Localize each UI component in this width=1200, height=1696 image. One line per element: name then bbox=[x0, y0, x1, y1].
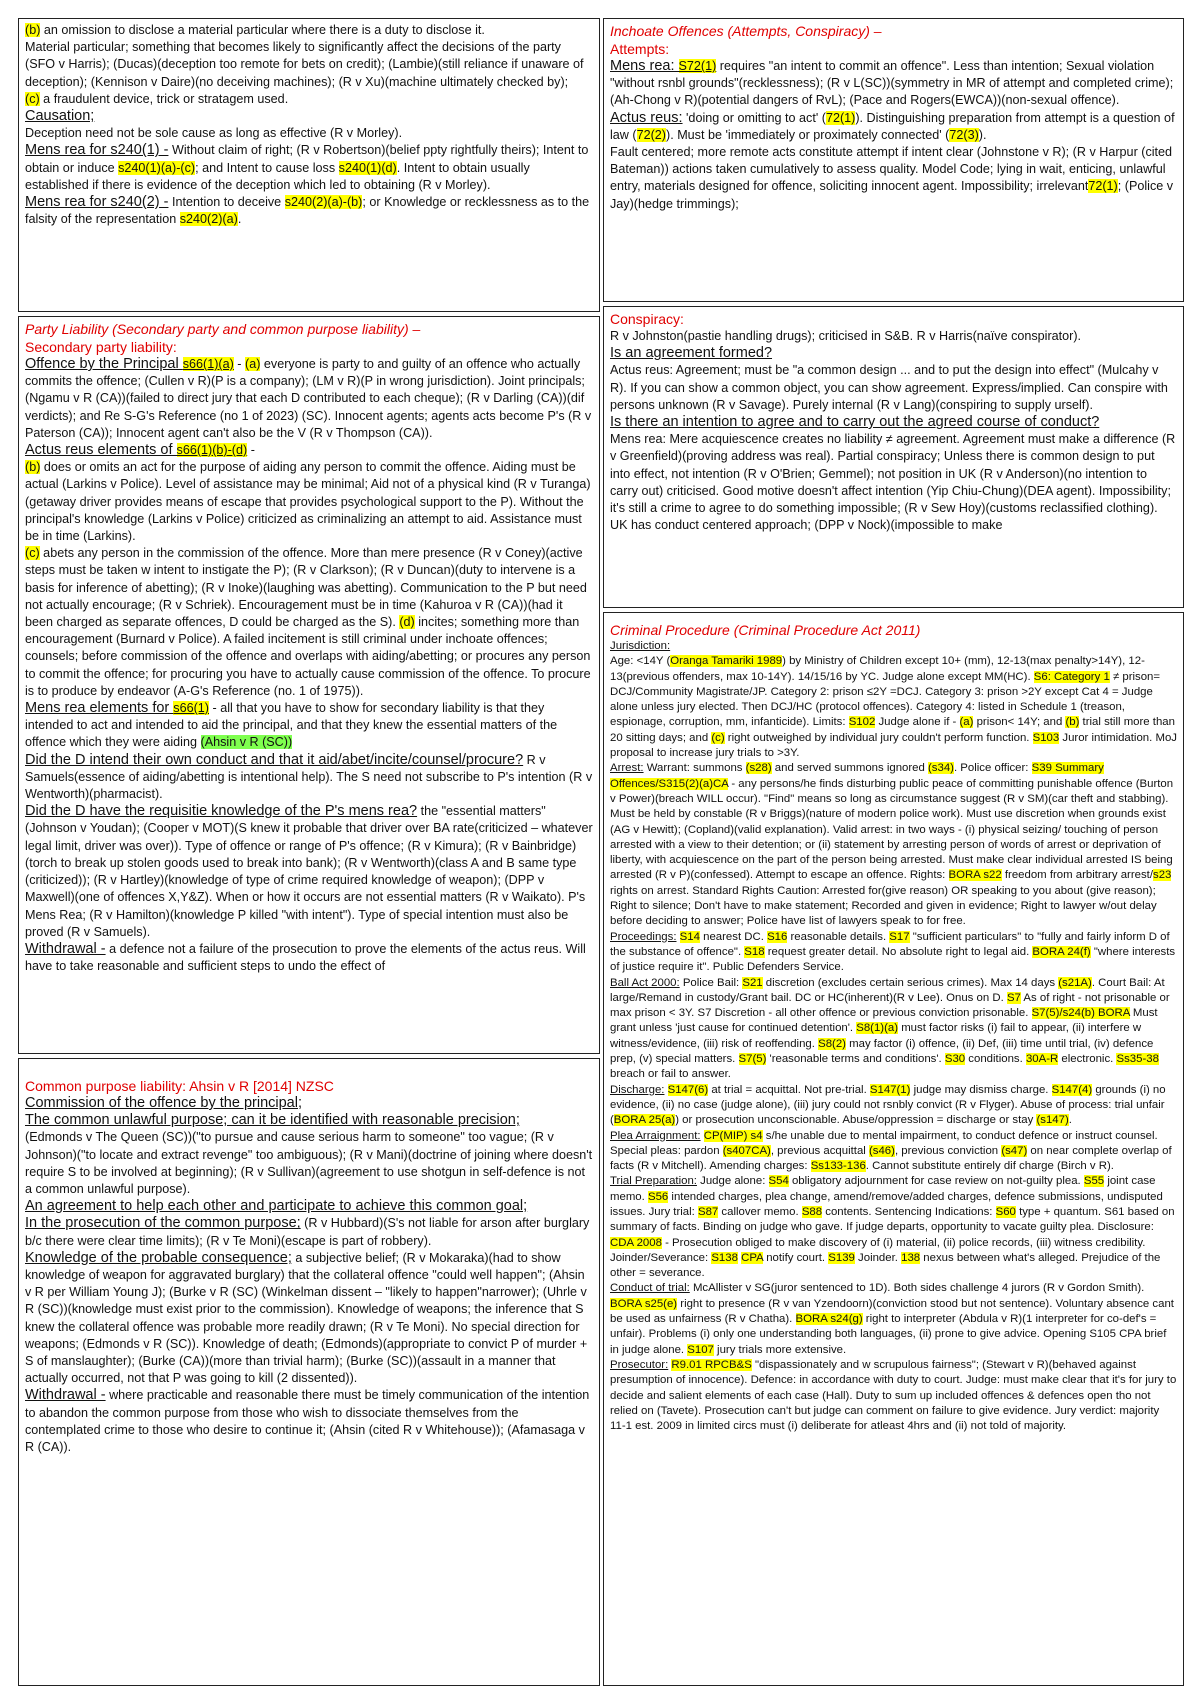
text: - all that you have to show for secondary liability is that they intended to act and intended to aid the principal, and that they knew the essential matters of the offence which they were aiding bbox=[25, 701, 558, 750]
para-principal: Offence by the Principal s66(1)(a) - (a) everyone is party to and guilty of an offence who actually commits the offence; (Cullen v R)(P is a company); (LM v R)(P in wrong jurisdiction). Joint principals; (Ngamu v R (CA))(failed to direct jury that each D contributed to each cheque); (R v Darling (CA))(dif verdicts); and Re S-G's Reference (no 1 of 2023) (SC). Innocent agents; agents acts become P's (R v Paterson (CA)); Innocent agent can't also be the V (R v Thompson (CA)). bbox=[25, 356, 592, 440]
text: Intention to deceive bbox=[168, 195, 285, 210]
highlight: S8(2) bbox=[818, 1037, 846, 1050]
text: conditions. bbox=[965, 1053, 1026, 1066]
text: , previous acquittal bbox=[770, 1144, 869, 1157]
text: grounds (i) no evidence, (ii) no case (judge alone), (iii) jury could not rsnbly convict (R v Flyger). Abuse of process: trial unfair ( bbox=[610, 1083, 1166, 1127]
text: type + quantum. S61 based on summary of facts. Binding on judge who gave. If judge departs, opportunity to vacate guilty plea. Disclosure: bbox=[610, 1205, 1175, 1234]
highlight: R9.01 RPCB&S bbox=[671, 1358, 752, 1371]
para-mens-rea-240-1 bbox=[25, 142, 593, 194]
para-fault-centered bbox=[610, 144, 1177, 213]
highlight: S139 bbox=[828, 1251, 855, 1264]
section-subtitle: Secondary party liability: bbox=[25, 339, 177, 355]
text: prison< 14Y; and bbox=[973, 716, 1066, 729]
subheading: Actus reus: bbox=[610, 109, 683, 126]
highlight: CDA 2008 bbox=[610, 1236, 662, 1249]
highlight: S14 bbox=[679, 930, 700, 943]
para-mens-rea bbox=[610, 58, 1177, 110]
text: ; (Police v Jay)(hedge trimmings); bbox=[610, 179, 1174, 211]
text: 'doing or omitting to act' ( bbox=[682, 110, 826, 125]
subheading: Offence by the Principal bbox=[25, 356, 183, 372]
highlight: S7(5)/s24(b) BORA bbox=[1031, 1007, 1130, 1020]
list-item: Commission of the offence by the principal; bbox=[25, 1095, 302, 1111]
subheading: Ball Act 2000: bbox=[610, 976, 680, 989]
text: nexus between what's alleged. Prejudice of the other = severance. bbox=[610, 1251, 1161, 1280]
text: contents. Sentencing Indications: bbox=[822, 1205, 996, 1218]
subheading: Actus reus elements of bbox=[25, 442, 177, 459]
text: Without claim of right; (R v Robertson)(belief ppty rightfully theirs); Intent to obtain or induce bbox=[25, 143, 589, 175]
subheading: Mens rea elements for bbox=[25, 700, 174, 717]
highlight: s66(1)(b)-(d) bbox=[176, 443, 248, 458]
question-heading: Is there an intention to agree and to carry out the agreed course of conduct? bbox=[610, 414, 1100, 431]
text: ; and Intent to cause loss bbox=[195, 160, 339, 175]
para-material-particular: Material particular; something that becomes likely to significantly affect the decisions of the party (SFO v Harris); (Ducas)(deception too remote for bets on credit); (Lambie)(still reliance if unaware of deception); (Kennison v Daire)(no deceiving machines); (R v Xu)(machine ultimately checked by); bbox=[25, 40, 584, 89]
section-conspiracy bbox=[603, 306, 1184, 608]
text: (R v Hubbard)(S's not liable for arson after burglary b/c there were clear time limits); (R v Te Moni)(escape is part of robbery). bbox=[25, 1216, 590, 1248]
text: Must grant unless 'just cause for continued detention'. bbox=[610, 1007, 1158, 1035]
text: abets any person in the commission of the offence. More than mere presence (R v Coney)(active steps must be taken w intent to instigate the P); (R v Clarkson); (R v Duncan)(duty to intervene is a basis for inference of abetting); (R v Inoke)(laughing was abetting). Communication to the P but need not actually encourage; (R v Schriek). Encouragement must be in time (Kahuroa v R (CA))(had it been charged as separate offences, D could be charged as the S). bbox=[25, 546, 587, 630]
text: rights on arrest. Standard Rights Caution: Arrested for(give reason) OR speaking to you about (give reason); Right to silence; Don't have to make statement; Recorded and given in evidence; Right to lawyer w/out delay before deciding to answer; Police have list of lawyers speak to for free. bbox=[610, 884, 1157, 928]
section-inchoate bbox=[603, 18, 1184, 302]
text: nearest DC. bbox=[699, 930, 768, 943]
subheading: Did the D have the requisitie knowledge of the P's mens rea? bbox=[25, 803, 418, 820]
text: intended charges, plea change, amend/remove/added charges, defence submissions, undisputed issues. Jury trial: bbox=[610, 1190, 1163, 1218]
highlight: S7(5) bbox=[738, 1053, 767, 1066]
para-mens-rea-240-2 bbox=[25, 194, 593, 228]
subheading: Mens rea for s240(1) - bbox=[25, 142, 169, 159]
text: obligatory adjournment for case review on not-guilty plea. bbox=[788, 1175, 1084, 1188]
subheading: Withdrawal - bbox=[25, 940, 106, 957]
text: - bbox=[247, 443, 255, 458]
section-title: Party Liability (Secondary party and common purpose liability) – bbox=[25, 321, 421, 337]
subheading: Withdrawal - bbox=[25, 1387, 106, 1404]
subheading: Knowledge of the probable consequence; bbox=[25, 1249, 292, 1266]
highlight: BORA s22 bbox=[948, 869, 1002, 882]
text: . Intent to obtain usually established if there is evidence of the deception which led to obtaining (R v Morley). bbox=[25, 160, 530, 192]
para-prosecutor bbox=[610, 1358, 1177, 1434]
para-proceedings bbox=[610, 930, 1177, 976]
text: ) by Ministry of Children except 10+ (mm), 12-13(max penalty>14Y), 12-13(previous offenders, max 10-14Y). 14/15/16 by YC. Judge alone except MM(HC). bbox=[610, 655, 1145, 683]
para-omission bbox=[25, 22, 593, 39]
text: breach or fail to answer. bbox=[610, 1068, 731, 1081]
highlight: S16 bbox=[767, 930, 788, 943]
highlight: Ss35-38 bbox=[1116, 1053, 1159, 1066]
subheading: Plea Arraignment: bbox=[610, 1129, 701, 1142]
subheading: Mens rea for s240(2) - bbox=[25, 194, 169, 211]
para-withdrawal bbox=[25, 941, 593, 975]
para-actus-reus-heading bbox=[25, 442, 593, 459]
para-prosecution bbox=[25, 1215, 593, 1249]
text: everyone is party to and guilty of an offence who actually commits the offence; (Cullen v R)(P is a company); (LM v R)(P in wrong jurisdiction). Joint principals; (Ngamu v R (CA))(failed to direct jury that each D contributed to each cheque); (R v Darling (CA))(dif verdicts); and Re S-G's Reference (no 1 of 2023) (SC). Innocent agents; agents acts become P's (R v Paterson (CA)); Innocent agent can't also be the V (R v Thompson (CA)). bbox=[25, 357, 592, 440]
heading-causation: Causation; bbox=[25, 108, 95, 125]
para-intend-conduct bbox=[25, 752, 593, 804]
highlight: BORA 25(a) bbox=[613, 1114, 676, 1127]
subheading: Did the D intend their own conduct and that it aid/abet/incite/counsel/procure? bbox=[25, 751, 524, 768]
question-heading: Is an agreement formed? bbox=[610, 345, 773, 362]
highlight: S54 bbox=[768, 1175, 789, 1188]
text: McAllister v SG(juror sentenced to 1D). Both sides challenge 4 jurors (R v Gordon Smith). bbox=[689, 1282, 1145, 1295]
highlight: S72(1) bbox=[678, 59, 717, 73]
text: ). Must be 'immediately or proximately connected' ( bbox=[666, 127, 950, 142]
text: must factor risks (i) fail to appear, (ii) interfere w witness/evidence, (iii) risk of reoffending. bbox=[610, 1022, 1142, 1050]
text: right outweighed by individual jury couldn't perform function. bbox=[724, 731, 1033, 744]
highlight: 72(1) bbox=[825, 110, 856, 125]
subheading: In the prosecution of the common purpose; bbox=[25, 1215, 301, 1232]
para-withdrawal bbox=[25, 1387, 593, 1456]
text: ≠ prison= DCJ/Community Magistrate/JP. Category 2: prison ≤2Y =DCJ. Category 3: prison >2Y except Cat 4 = Judge alone unless jury elected. Then DCJ/HC (protocol offences). Category 4: listed in Schedule 1 (treason, espionage, corruption, mm, infanticide). Limits: bbox=[610, 670, 1161, 729]
text: Police Bail: bbox=[679, 976, 743, 989]
para-intro: R v Johnston(pastie handling drugs); criticised in S&B. R v Harris(naïve conspirator). bbox=[610, 329, 1082, 343]
text: s/he unable due to mental impairment, to conduct defence or instruct counsel. Special pleas: pardon bbox=[610, 1129, 1158, 1157]
text: a defence not a failure of the prosecution to prove the elements of the actus reus. Will have to take reasonable and sufficient steps to undo the effect of bbox=[25, 941, 586, 974]
para-mens-rea-elements bbox=[25, 700, 593, 752]
highlight: (a) bbox=[245, 357, 261, 371]
section-title: Inchoate Offences (Attempts, Conspiracy) – bbox=[610, 23, 882, 39]
highlight: (c) bbox=[711, 731, 725, 744]
text: a fraudulent device, trick or stratagem used. bbox=[39, 91, 289, 106]
para-common-unlawful: (Edmonds v The Queen (SC))("to pursue and cause serious harm to someone" too vague; (R v Johnson)("to locate and extract revenge" too ambiguous); (R v Mani)(doctrine of joining where doesn't require S to be involved at beginning); (R v Sullivan)(agreement to use shotgun in self-defence is not a common unlawful purpose). bbox=[25, 1130, 593, 1197]
text: does or omits an act for the purpose of aiding any person to commit the offence. Aiding must be actual (Larkins v Police). Level of assistance may be minimal; Aid not of a physical kind (R v Turanga)(getaway driver provides means of escape that provides psychological support to the P). Without the principal's knowledge (Larkins v Police) criticized as criminalizing an attempt to aid. Assistance must be in time (Larkins). bbox=[25, 460, 591, 544]
highlight: CP(MIP) s4 bbox=[703, 1129, 763, 1142]
highlight: S107 bbox=[687, 1343, 714, 1356]
section-common-purpose bbox=[18, 1058, 600, 1686]
text: reasonable details. bbox=[787, 930, 890, 943]
text: . Police officer: bbox=[953, 762, 1032, 775]
highlight: (s34) bbox=[928, 762, 954, 775]
para-actus-reus: Actus reus: Agreement; must be "a common design ... and to put the design into effect" (Mulcahy v R). If you can show a common object, you can show agreement. Express/implied. Can conspire with persons unknown (R v Savage). Purely internal (R v Lang)(conspiring to supply urself). bbox=[610, 363, 1168, 412]
text: . bbox=[1068, 1114, 1072, 1127]
highlight: S147(1) bbox=[869, 1083, 911, 1096]
list-item: The common unlawful purpose; can it be identified with reasonable precision; bbox=[25, 1112, 520, 1129]
text: . Cannot substitute entirely dif charge (Birch v R). bbox=[865, 1160, 1114, 1173]
highlight: S55 bbox=[1083, 1175, 1105, 1188]
text: right to presence (R v van Yzendoorn)(conviction stood but not sentence). Voluntary absence cant be used as unfairness (R v Chatha). bbox=[610, 1297, 1174, 1326]
text: judge may dismiss charge. bbox=[910, 1083, 1052, 1096]
para-knowledge bbox=[25, 803, 593, 941]
highlight: Ss133-136 bbox=[810, 1160, 866, 1173]
text: joint case memo. bbox=[610, 1175, 1156, 1203]
highlight: CPA bbox=[741, 1251, 764, 1264]
section-party-liability bbox=[18, 316, 600, 1054]
text: ) or prosecution unconscionable. Abuse/oppression = discharge or stay bbox=[675, 1114, 1037, 1127]
text: on near complete overlap of facts (R v Mitchell). Amending charges: bbox=[610, 1144, 1172, 1173]
text: . Court Bail: At large/Remand in custody/Grant bail. DC or HC(inherent)(R v Lee). Onus on D. bbox=[610, 976, 1165, 1004]
subheading: Prosecutor: bbox=[610, 1358, 669, 1371]
section-title: Conspiracy: bbox=[610, 311, 684, 327]
highlight: S87 bbox=[697, 1205, 719, 1218]
para-probable bbox=[25, 1250, 593, 1388]
text: right to interpreter (Abdula v R)(1 interpreter for co-def's = unfair). Problems (i) only one understanding both languages, (ii) prone to give advice. Opening S105 CPA brief in judge alone. bbox=[610, 1313, 1167, 1356]
highlight: (b) bbox=[1065, 716, 1080, 729]
text: R v Samuels(essence of aiding/abetting is intentional help). The S need not subscribe to P's intention (R v Wentworth)(pharmacist). bbox=[25, 752, 593, 802]
para-causation: Deception need not be sole cause as long as effective (R v Morley). bbox=[25, 126, 403, 141]
highlight: S102 bbox=[848, 716, 876, 729]
highlight-green: (Ahsin v R (SC)) bbox=[200, 735, 293, 750]
section-criminal-procedure bbox=[603, 612, 1184, 1686]
text: electronic. bbox=[1058, 1053, 1117, 1066]
highlight: S7 bbox=[1006, 991, 1021, 1004]
para-bail bbox=[610, 976, 1177, 1083]
highlight: S88 bbox=[801, 1205, 823, 1218]
highlight: S103 bbox=[1032, 731, 1060, 744]
para-actus-reus bbox=[610, 110, 1177, 144]
highlight: Oranga Tamariki 1989 bbox=[670, 655, 783, 668]
text: - any persons/he finds disturbing public peace of committing punishable offence (Burton v Power)(breach WILL occur). "Find" means so long as circumstance suggest (R v SM)(car theft and stabbing). Must be held by constable (R v Briggs)(nature of modern police work). Must use discretion when grounds exist (AG v Hewitt); (Copland)(valid explanation). Valid arrest: in two ways - (i) physical seizing/ touching of person arrested with a view to their detention; or (ii) statement by arresting person of words of arrest or deprivation of liberty, with acquiescence on the part of the person being arrested. Must make clear individual arrested IS being arrested (R v P)(confessed). Attempt to escape an offence. Rights: bbox=[610, 777, 1174, 882]
text: Fault centered; more remote acts constitute attempt if intent clear (Johnstone v R); (R v Harpur (cited Bateman)) actions taken cumulatively to assess quality. Model Code; lying in wait, enticing, unlawful entry, materials designed for offence, soliciting innocent agent. Impossibility; irrelevant bbox=[610, 145, 1173, 194]
text: notify court. bbox=[763, 1251, 829, 1264]
para-conduct-of-trial bbox=[610, 1281, 1177, 1357]
text: request greater detail. No absolute right to legal aid. bbox=[764, 945, 1033, 958]
para-trial-prep bbox=[610, 1174, 1177, 1281]
highlight: (b) bbox=[25, 23, 41, 37]
heading-jurisdiction: Jurisdiction: bbox=[610, 640, 671, 652]
text: As of right - not prisonable or max prison < 3Y. S7 Discretion - all other offence or previous conviction prisonable. bbox=[610, 991, 1170, 1020]
highlight: S30 bbox=[944, 1053, 966, 1066]
highlight: s23 bbox=[1153, 869, 1172, 882]
highlight: 30A-R bbox=[1025, 1053, 1059, 1066]
highlight: S18 bbox=[744, 945, 765, 958]
highlight: (d) bbox=[399, 615, 415, 630]
highlight: s240(2)(a) bbox=[179, 212, 238, 227]
text: ; or Knowledge or recklessness as to the falsity of the representation bbox=[25, 195, 590, 227]
highlight: (a) bbox=[959, 716, 974, 729]
text: at trial = acquittal. Not pre-trial. bbox=[708, 1083, 870, 1096]
para-mens-rea: Mens rea: Mere acquiescence creates no liability ≠ agreement. Agreement must make a difference (R v Greenfield)(proving address was real). Partial conspiracy; Unless there is common design to put into effect, not intention (R v O'Brien; Gemmel); not position in UK (R v Anderson)(no intention to carry out) criticised. Good motive doesn't affect intention (Yip Chiu-Chung)(DEA agent). Impossibility; it's still a crime to agree to do something impossible; (R v Sew Hoy)(customs reclassified clothing). UK has conduct centered approach; (DPP v Nock)(impossible to make bbox=[610, 432, 1176, 533]
text: callover memo. bbox=[718, 1205, 802, 1218]
highlight: (s147) bbox=[1036, 1114, 1069, 1127]
highlight: s240(1)(d) bbox=[338, 160, 397, 175]
highlight: S56 bbox=[647, 1190, 669, 1203]
section-title: Criminal Procedure (Criminal Procedure Act 2011) bbox=[610, 622, 921, 638]
text: Juror intimidation. MoJ proposal to increase jury trials to >3Y. bbox=[610, 731, 1177, 760]
highlight: BORA 24(f) bbox=[1032, 945, 1091, 958]
text: incites; something more than encouragement (Burnard v Police). A failed incitement is still criminal under inchoate offences; counsels; before commission of the offence and overlaps with aiding/abetting; or procures any person to commit the offence; for procuring you have to actually cause commission of the offence. To procure is to produce by endeavor (A-G's Reference (no. 1 of 1975)). bbox=[25, 615, 591, 698]
highlight: S17 bbox=[889, 930, 910, 943]
text: . bbox=[237, 212, 242, 227]
text: freedom from arbitrary arrest/ bbox=[1001, 869, 1153, 882]
highlight: BORA s25(e) bbox=[610, 1297, 678, 1310]
para-fraudulent-device bbox=[25, 91, 593, 108]
highlight: 72(1) bbox=[1088, 179, 1118, 194]
highlight: 138 bbox=[901, 1251, 921, 1264]
text: Judge alone: bbox=[696, 1175, 769, 1188]
highlight: S138 bbox=[711, 1251, 738, 1264]
text: the "essential matters" (Johnson v Youdan); (Cooper v MOT)(S knew it probable that driver over BA rate(criticized – whatever legal limit, driver was over)). Type of offence or range of P's offence; (R v Kimura); (R v Bainbridge)(torch to break up stolen goods used to break into bank); (R v Wentworth)(class A and B same type (criticized)); (R v Hartley)(knowledge of type of crime required knowledge of weapon); (DPP v Maxwell)(one of offences X,Y&Z). When or how it occurs are not essential matters (R v Waikato). P's Mens Rea; (R v Hamilton)(knowledge P killed "with intent"). Type of special intention must also be proved (R v Samuels). bbox=[25, 804, 593, 939]
para-plea bbox=[610, 1129, 1177, 1175]
text: ). bbox=[978, 127, 987, 142]
text: Warrant: summons bbox=[643, 762, 746, 775]
text: discretion (excludes certain serious crimes). Max 14 days bbox=[762, 976, 1059, 989]
text: ). Distinguishing preparation from attempt is a question of law ( bbox=[610, 110, 1175, 142]
para-jurisdiction bbox=[610, 654, 1177, 761]
highlight: S39 Summary Offences/S315(2)(a)CA bbox=[610, 762, 1104, 790]
highlight: (c) bbox=[25, 91, 40, 106]
highlight: S147(4) bbox=[1051, 1083, 1093, 1096]
highlight: (b) bbox=[25, 460, 41, 475]
list-item: An agreement to help each other and participate to achieve this common goal; bbox=[25, 1198, 528, 1215]
highlight: S147(6) bbox=[667, 1083, 709, 1096]
subheading: Mens rea: bbox=[610, 58, 679, 74]
highlight: (s46) bbox=[868, 1144, 895, 1157]
text: 'reasonable terms and conditions'. bbox=[766, 1053, 945, 1066]
highlight: s66(1)(a) bbox=[182, 357, 234, 371]
text: Judge alone if - bbox=[875, 716, 960, 729]
text: a subjective belief; (R v Mokaraka)(had to show knowledge of weapon for aggravated burglary) that the collateral offence "could well happen"; (Ahsin v R per William Young J); (Burke v R (SC) (Winkelman dissent – "likely to happen"narrower); (Uhrle v R (SC))(knowledge must exist prior to the commission). Knowledge of weapons; the inference that S knew the collateral offence was probable more readily drawn; (R v Te Moni). No special direction for weapons; (Edmonds v R (SC)). Knowledge of death; (Edmonds)(appropriate to convict P of murder + S of manslaughter); (Burke (CA))(more than trivial harm); (Burke (SC))(assault in a manner that actually occurred, not that P was going to kill (2 dissented)). bbox=[25, 1250, 588, 1386]
highlight: s66(1) bbox=[173, 701, 209, 716]
highlight: 72(2) bbox=[636, 127, 666, 142]
para-arrest bbox=[610, 761, 1177, 929]
text: jury trials more extensive. bbox=[713, 1343, 847, 1356]
subheading: Proceedings: bbox=[610, 930, 677, 943]
section-subtitle: Attempts: bbox=[610, 41, 670, 57]
highlight: s240(2)(a)-(b) bbox=[284, 195, 363, 210]
highlight: S21 bbox=[742, 976, 763, 989]
text: Age: <14Y ( bbox=[610, 655, 671, 668]
text: may factor (i) offence, (ii) Def, (iii) time until trial, (iv) defence prep, (v) special matters. bbox=[610, 1037, 1154, 1066]
text: where practicable and reasonable there must be timely communication of the intention to abandon the common purpose from those who wish to dissociate themselves from the contemplated crime to those who desire to continue it; (Ahsin (cited R v Whitehouse)); (Afamasaga v R (CA)). bbox=[25, 1388, 590, 1455]
para-discharge bbox=[610, 1083, 1177, 1129]
text: "where interests of justice require it". Public Defenders Service. bbox=[610, 945, 1176, 974]
subheading: Discharge: bbox=[610, 1083, 665, 1096]
highlight: BORA s24(g) bbox=[795, 1313, 863, 1326]
highlight: (s407CA) bbox=[722, 1144, 771, 1157]
para-abets bbox=[25, 545, 593, 700]
subheading: Trial Preparation: bbox=[610, 1175, 697, 1188]
highlight: S6: Category 1 bbox=[1033, 670, 1110, 683]
section-deception bbox=[18, 18, 600, 312]
highlight: (s28) bbox=[745, 762, 772, 775]
text: "sufficient particulars" to "fully and fairly inform D of the substance of offence". bbox=[610, 930, 1170, 958]
subheading: Conduct of trial: bbox=[610, 1282, 690, 1295]
highlight: 72(3) bbox=[949, 127, 979, 142]
text: Joinder. bbox=[854, 1251, 902, 1264]
para-aiding bbox=[25, 459, 593, 545]
highlight: S8(1)(a) bbox=[856, 1022, 899, 1035]
text: - Prosecution obliged to make discovery of (i) material, (ii) police records, (iii) witness credibility. Joinder/Severance: bbox=[610, 1236, 1146, 1264]
text: "dispassionately and w scrupulous fairness"; (Stewart v R)(behaved against presumption of innocence). Defence: in accordance with duty to court. Judge: must make clear that it's for jury to decide and salient elements of each case (Hall). Duty to sum up included offences & defences open tho not relied on (Tavete). Prosecution can't but judge can comment on failure to give evidence. Jury verdict: majority 11-1 est. 2009 in limited circs must (i) deliberate for atleast 4hrs and (ii) not told of majority. bbox=[610, 1358, 1177, 1433]
highlight: (c) bbox=[25, 546, 40, 561]
subheading: Arrest: bbox=[610, 762, 644, 775]
highlight: (s47) bbox=[1001, 1144, 1028, 1157]
highlight: (s21A) bbox=[1058, 976, 1092, 989]
text: trial still more than 20 sitting days; and bbox=[610, 716, 1175, 744]
text: and served summons ignored bbox=[771, 762, 929, 775]
text: requires "an intent to commit an offence". Less than intention; Sexual violation "without rsnbl grounds"(recklessness); (R v L(SC))(symmetry in MR of attempt and completed crime); (Ah-Chong v R)(potential dangers of RvL); (Pace and Rogers(EWCA))(non-sexual offence). bbox=[610, 59, 1174, 108]
section-title: Common purpose liability: Ahsin v R [2014] NZSC bbox=[25, 1078, 334, 1094]
highlight: S60 bbox=[995, 1205, 1016, 1218]
text: an omission to disclose a material particular where there is a duty to disclose it. bbox=[40, 23, 485, 37]
text: , previous conviction bbox=[894, 1144, 1002, 1157]
highlight: s240(1)(a)-(c) bbox=[118, 160, 196, 175]
